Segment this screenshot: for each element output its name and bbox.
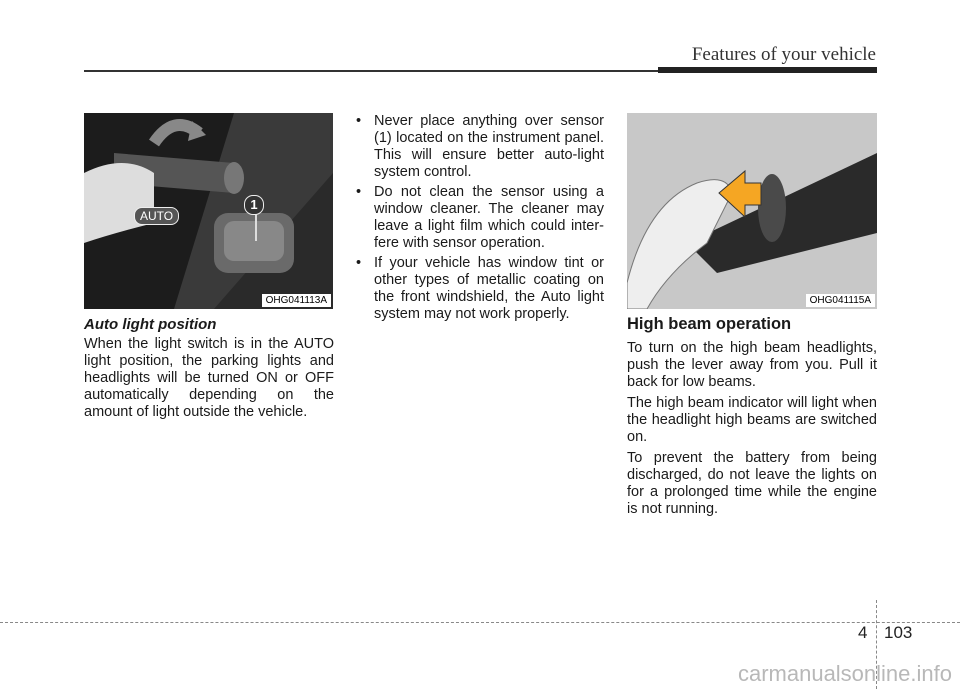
list-item: • Never place anything over sensor (1) located on the instrument panel. This will ensure better auto-light system control. <box>356 113 604 180</box>
figure-code: OHG041115A <box>806 294 875 307</box>
section-heading: High beam operation <box>627 315 792 333</box>
figure-code: OHG041113A <box>262 294 331 307</box>
auto-tag: AUTO <box>134 207 179 225</box>
body-paragraph: To prevent the battery from being discharged, do not leave the lights on for a prolonged time while the engine is not running. <box>627 450 877 517</box>
auto-light-switch-figure <box>84 113 333 309</box>
body-paragraph: When the light switch is in the AUTO light position, the parking lights and headlights will be turned ON or OFF automatically depending on the amount of light outside the vehicle. <box>84 336 334 420</box>
sensor-marker: 1 <box>244 195 264 215</box>
body-paragraph: To turn on the high beam headlights, push the lever away from you. Pull it back for low beams. <box>627 340 877 390</box>
auto-light-illustration <box>84 113 333 309</box>
high-beam-figure <box>627 113 877 309</box>
header-rule <box>84 70 658 72</box>
list-item: • If your vehicle has window tint or other types of metallic coating on the front windshield, the Auto light system may not work properly. <box>356 255 604 322</box>
list-item: • Do not clean the sensor using a window cleaner. The cleaner may leave a light film which could inter-fere with sensor operation. <box>356 184 604 251</box>
chapter-number: 4 <box>858 623 868 642</box>
middle-column <box>354 113 604 326</box>
right-column <box>627 316 877 522</box>
caution-list <box>354 113 604 323</box>
footer-rule <box>0 622 960 623</box>
figure-caption: Auto light position <box>84 316 217 333</box>
header-rule-accent <box>658 67 877 73</box>
watermark: carmanualsonline.info <box>737 661 952 686</box>
running-header: Features of your vehicle <box>691 44 876 65</box>
body-paragraph: The high beam indicator will light when the headlight high beams are switched on. <box>627 395 877 445</box>
high-beam-illustration <box>627 113 877 309</box>
left-column <box>84 316 334 425</box>
page-number: 103 <box>884 623 913 642</box>
